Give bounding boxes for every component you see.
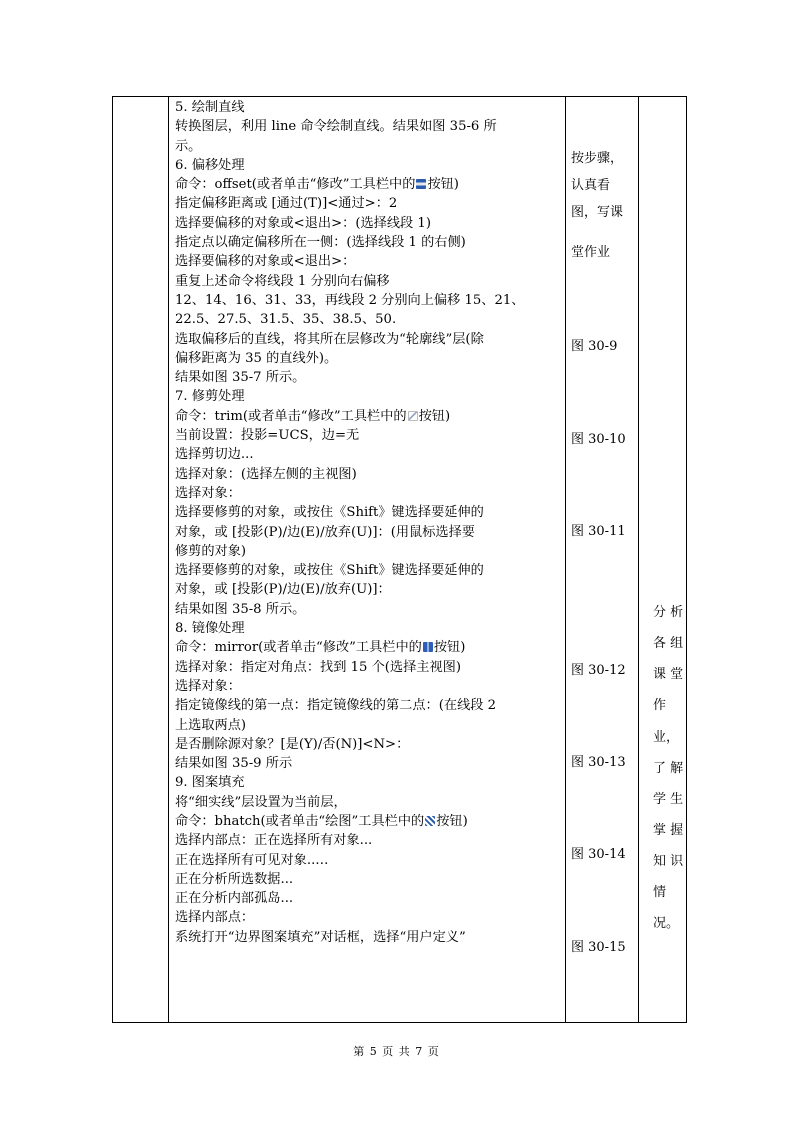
analysis-line: 各 组 bbox=[653, 636, 684, 651]
page-footer: 第 5 页 共 7 页 bbox=[353, 1045, 440, 1058]
analysis-line: 学 生 bbox=[653, 792, 684, 807]
content-line: 选择要修剪的对象，或按住《Shift》键选择要延伸的 bbox=[175, 563, 484, 579]
analysis-line: 业， bbox=[653, 730, 680, 745]
content-line: 8. 镜像处理 bbox=[175, 621, 245, 637]
content-line: 转换图层，利用 line 命令绘制直线。结果如图 35-6 所 bbox=[175, 119, 497, 135]
content-line: 12、14、16、31、33，再线段 2 分别向上偏移 15、21、 bbox=[175, 292, 525, 308]
content-line: 选择内部点：正在选择所有对象... bbox=[175, 833, 373, 849]
column-divider bbox=[638, 97, 639, 1022]
step-note-line: 认真看 bbox=[571, 178, 611, 193]
figure-label: 图 30-12 bbox=[571, 663, 626, 678]
content-line: 正在分析内部孤岛... bbox=[175, 891, 294, 907]
figure-label: 图 30-14 bbox=[571, 847, 626, 862]
content-line: 选择要偏移的对象或<退出>：(选择线段 1) bbox=[175, 215, 431, 231]
column-divider bbox=[168, 97, 169, 1022]
content-line: 选取偏移后的直线，将其所在层修改为“轮廓线”层(除 bbox=[175, 331, 484, 347]
content-line: 6. 偏移处理 bbox=[175, 157, 245, 173]
content-line: 结果如图 35-7 所示。 bbox=[175, 370, 306, 386]
mirror-icon bbox=[423, 642, 433, 652]
content-line: 选择对象：(选择左侧的主视图) bbox=[175, 466, 357, 482]
analysis-line: 掌 握 bbox=[653, 823, 684, 838]
content-line: 上选取两点) bbox=[175, 717, 247, 733]
content-line: 命令：trim(或者单击“修改”工具栏中的 按钮) bbox=[175, 408, 451, 424]
figure-label: 图 30-13 bbox=[571, 755, 626, 770]
analysis-line: 况。 bbox=[653, 916, 680, 931]
analysis-line: 情 bbox=[653, 885, 667, 900]
offset-icon bbox=[416, 179, 426, 189]
content-line: 命令：bhatch(或者单击“绘图”工具栏中的 按钮) bbox=[175, 813, 468, 829]
step-note-line: 图，写课 bbox=[571, 205, 624, 220]
content-line: 命令：mirror(或者单击“修改”工具栏中的 按钮) bbox=[175, 640, 466, 656]
content-line: 选择剪切边... bbox=[175, 447, 254, 463]
content-line: 当前设置：投影=UCS，边=无 bbox=[175, 428, 360, 444]
content-line: 是否删除源对象？[是(Y)/否(N)]<N>： bbox=[175, 736, 410, 752]
figure-label: 图 30-9 bbox=[571, 339, 618, 354]
content-line: 结果如图 35-8 所示。 bbox=[175, 601, 306, 617]
content-line: 正在分析所选数据... bbox=[175, 871, 294, 887]
content-line: 选择要修剪的对象，或按住《Shift》键选择要延伸的 bbox=[175, 505, 484, 521]
column-divider bbox=[565, 97, 566, 1022]
content-line: 选择对象： bbox=[175, 678, 241, 694]
analysis-line: 分 析 bbox=[653, 605, 684, 620]
content-line: 正在选择所有可见对象..… bbox=[175, 852, 329, 868]
analysis-line: 知 识 bbox=[653, 854, 684, 869]
content-line: 选择要偏移的对象或<退出>： bbox=[175, 254, 356, 270]
content-line: 命令：offset(或者单击“修改”工具栏中的 按钮) bbox=[175, 177, 459, 193]
content-line: 指定镜像线的第一点：指定镜像线的第二点：(在线段 2 bbox=[175, 698, 497, 714]
figure-label: 图 30-10 bbox=[571, 432, 626, 447]
lesson-table bbox=[112, 96, 687, 1023]
figure-label: 图 30-15 bbox=[571, 940, 626, 955]
content-line: 对象，或 [投影(P)/边(E)/放弃(U)]： bbox=[175, 582, 391, 598]
content-line: 选择对象： bbox=[175, 485, 241, 501]
analysis-line: 课 堂 bbox=[653, 667, 684, 682]
analysis-line: 作 bbox=[653, 698, 667, 713]
content-line: 选择对象：指定对角点：找到 15 个(选择主视图) bbox=[175, 659, 462, 675]
content-line: 示。 bbox=[175, 138, 202, 154]
content-line: 9. 图案填充 bbox=[175, 775, 245, 791]
content-line: 对象，或 [投影(P)/边(E)/放弃(U)]：(用鼠标选择要 bbox=[175, 524, 475, 540]
content-line: 22.5、27.5、31.5、35、38.5、50. bbox=[175, 312, 397, 328]
content-line: 将“细实线”层设置为当前层， bbox=[175, 794, 347, 810]
content-line: 偏移距离为 35 的直线外)。 bbox=[175, 350, 338, 366]
step-note-line: 堂作业 bbox=[571, 245, 611, 260]
content-line: 7. 修剪处理 bbox=[175, 389, 245, 405]
content-line: 系统打开“边界图案填充”对话框，选择“用户定义” bbox=[175, 929, 466, 945]
step-note-line: 按步骤， bbox=[571, 151, 624, 166]
content-line: 结果如图 35-9 所示 bbox=[175, 756, 293, 772]
content-line: 指定偏移距离或 [通过(T)]<通过>：2 bbox=[175, 196, 398, 212]
analysis-line: 了 解 bbox=[653, 761, 684, 776]
content-line: 重复上述命令将线段 1 分别向右偏移 bbox=[175, 273, 390, 289]
content-line: 修剪的对象) bbox=[175, 543, 247, 559]
content-line: 5. 绘制直线 bbox=[175, 100, 245, 115]
hatch-icon bbox=[425, 816, 435, 826]
figure-label: 图 30-11 bbox=[571, 524, 626, 539]
content-line: 指定点以确定偏移所在一侧：(选择线段 1 的右侧) bbox=[175, 235, 466, 251]
content-line: 选择内部点： bbox=[175, 910, 255, 926]
main-content-cell bbox=[175, 98, 565, 947]
trim-icon bbox=[408, 411, 418, 421]
